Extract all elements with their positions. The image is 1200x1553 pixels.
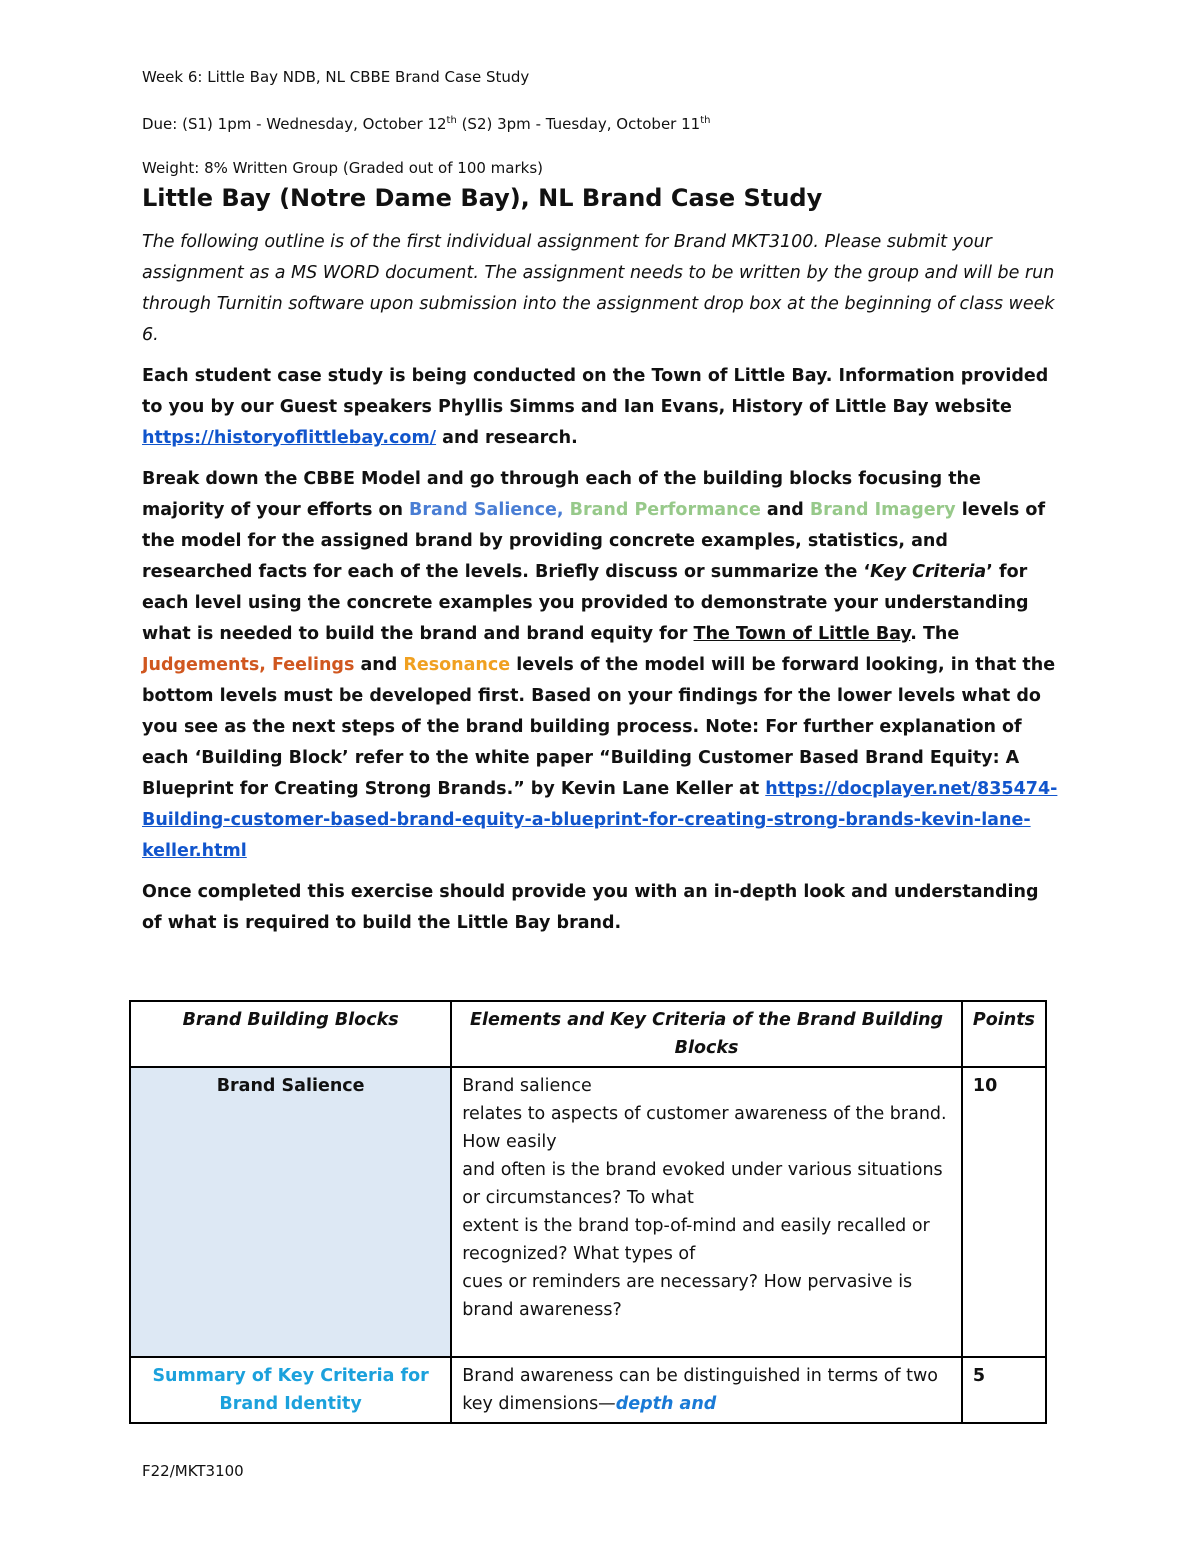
document-body: [142, 66, 1062, 949]
key-criteria-term: Key Criteria: [870, 562, 987, 582]
rubric-table: [129, 1000, 1047, 1424]
history-website-link[interactable]: https://historyoflittlebay.com/: [142, 428, 437, 448]
header-elements-criteria: Elements and Key Criteria of the Brand Building Blocks: [451, 1001, 962, 1067]
table-row: [130, 1357, 1046, 1423]
town-term: The Town of Little Bay: [693, 624, 911, 644]
brand-performance-term: Brand Performance: [569, 500, 761, 520]
summary-description: Brand awareness can be distinguished in terms of two key dimensions—depth and: [451, 1357, 962, 1423]
paragraph-sources: Each student case study is being conducted on the Town of Little Bay. Information provided to you by our Guest speakers Phyllis Simms and Ian Evans, History of Little Bay website https://historyoflittlebay.com/ and research.: [142, 366, 1049, 448]
week-line: Week 6: Little Bay NDB, NL CBBE Brand Case Study: [142, 68, 530, 86]
resonance-term: Resonance: [403, 655, 511, 675]
brand-salience-term: Brand Salience,: [409, 500, 564, 520]
brand-imagery-term: Brand Imagery: [809, 500, 956, 520]
document-title: Little Bay (Notre Dame Bay), NL Brand Case Study: [142, 184, 823, 212]
due-line: Due: (S1) 1pm - Wednesday, October 12th (S2) 3pm - Tuesday, October 11th: [142, 115, 711, 133]
paragraph-conclusion: Once completed this exercise should provide you with an in-depth look and understanding of what is required to build the Little Bay brand.: [142, 882, 1039, 933]
header-building-blocks: Brand Building Blocks: [130, 1001, 451, 1067]
page-footer: F22/MKT3100: [142, 1462, 244, 1480]
salience-description: Brand salience relates to aspects of customer awareness of the brand. How easily and often is the brand evoked under various situations or circumstances? To what extent is the brand top-of-mind and easily recalled or recognized? What types of cues or reminders are necessary? How pervasive is brand awareness?: [451, 1067, 962, 1357]
intro-paragraph: The following outline is of the first individual assignment for Brand MKT3100. Please submit your assignment as a MS WORD document. The assignment needs to be written by the group and will be run through Turnitin software upon submission into the assignment drop box at the beginning of class week 6.: [142, 232, 1055, 345]
block-summary-key-criteria: Summary of Key Criteria for Brand Identity: [130, 1357, 451, 1423]
weight-line: Weight: 8% Written Group (Graded out of 100 marks): [142, 159, 543, 177]
judgements-feelings-term: Judgements, Feelings: [142, 655, 355, 675]
keller-paper-link[interactable]: https://docplayer.net/835474-Building-customer-based-brand-equity-a-blueprint-for-creating-strong-brands-kevin-lane-keller.html: [142, 779, 1058, 861]
table-row: [130, 1067, 1046, 1357]
summary-points: 5: [962, 1357, 1046, 1423]
salience-points: 10: [962, 1067, 1046, 1357]
table-header-row: [130, 1001, 1046, 1067]
header-points: Points: [962, 1001, 1046, 1067]
paragraph-instructions: Break down the CBBE Model and go through each of the building blocks focusing the majority of your efforts on Brand Salience, Brand Performance and Brand Imagery levels of the model for the assigned brand by providing concrete examples, statistics, and researched facts for each of the levels. Briefly discuss or summarize the ‘Key Criteria’ for each level using the concrete examples you provided to demonstrate your understanding what is needed to build the brand and brand equity for The Town of Little Bay. The Judgements, Feelings and Resonance levels of the model will be forward looking, in that the bottom levels must be developed first. Based on your findings for the lower levels what do you see as the next steps of the brand building process. Note: For further explanation of each ‘Building Block’ refer to the white paper “Building Customer Based Brand Equity: A Blueprint for Creating Strong Brands.” by Kevin Lane Keller at https://docplayer.net/835474-Building-customer-based-brand-equity-a-blueprint-for-creating-strong-brands-kevin-lane-keller.html: [142, 469, 1058, 861]
block-brand-salience: Brand Salience: [130, 1067, 451, 1357]
